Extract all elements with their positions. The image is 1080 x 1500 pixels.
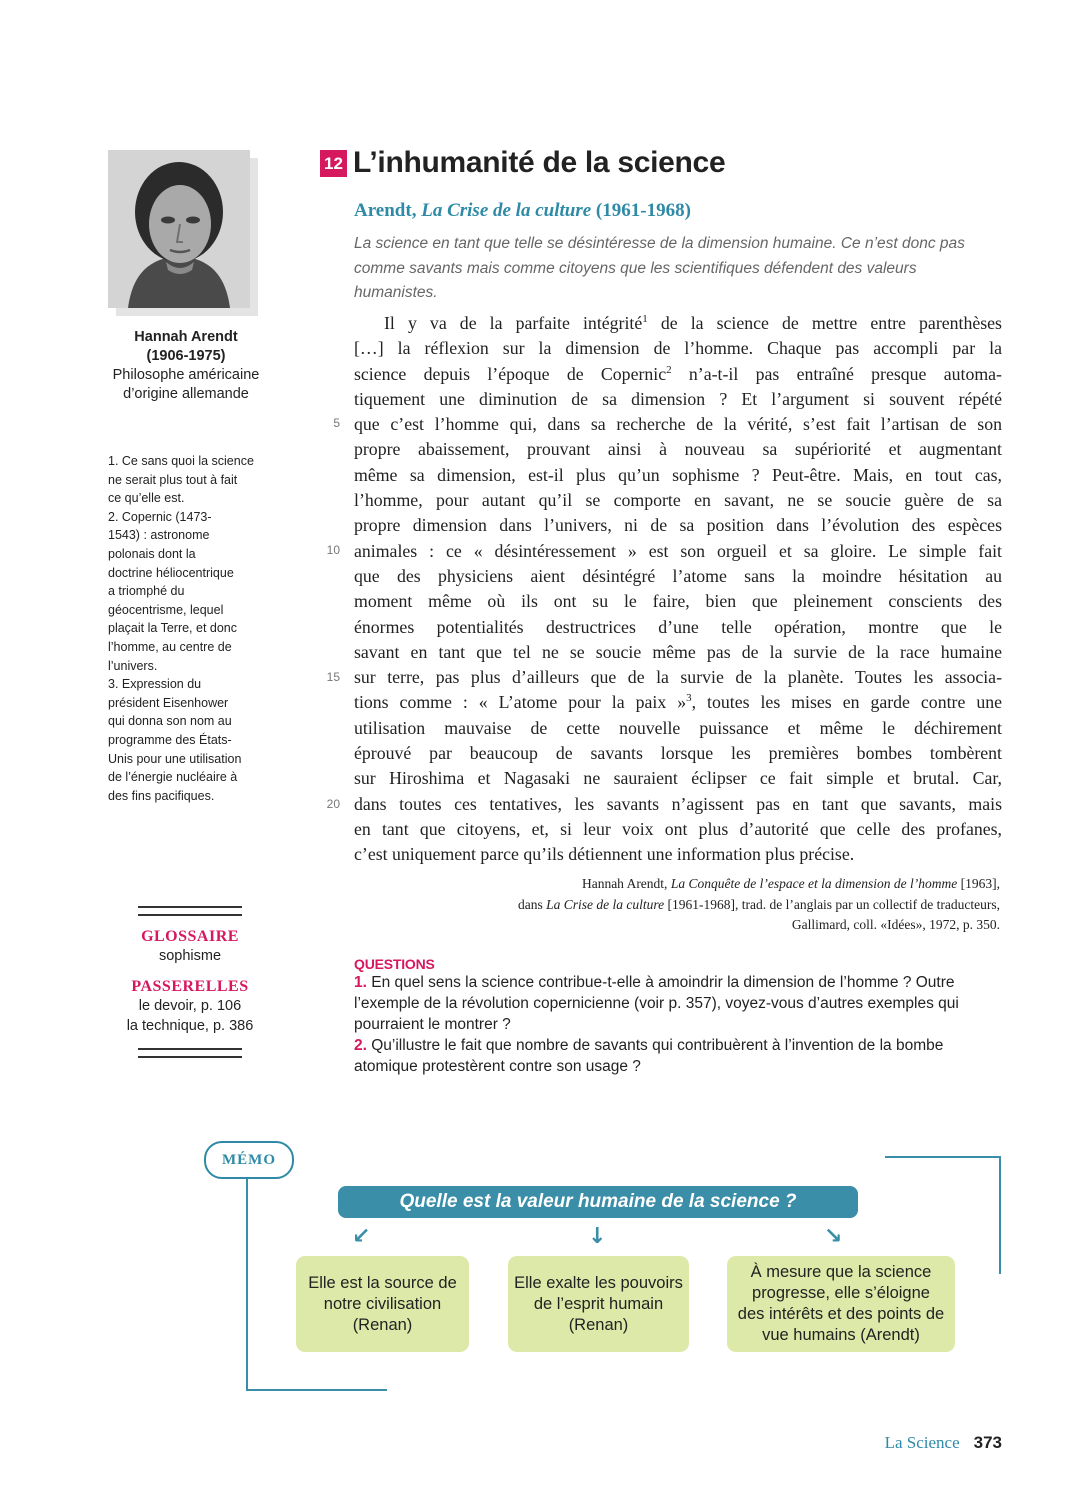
passerelle-link-technique[interactable]: la technique, p. 386 — [126, 1018, 254, 1034]
footnote-line: 2. Copernic (1473- — [108, 509, 212, 524]
footnote-line: polonais dont la — [108, 546, 196, 561]
text-line: Il y va de la parfaite intégrité$^1$ de la science de mettre entre parenthèses — [384, 313, 1002, 333]
footnote-line: doctrine héliocentrique — [108, 565, 234, 580]
text-line: tions comme : « L’atome pour la paix »$^3$, toutes les mises en garde contre une — [354, 692, 1002, 713]
footnote-line: qui donna son nom au — [108, 714, 232, 729]
question-1: 1. En quel sens la science contribue-t-elle à amoindrir la dimension de l’homme ? Outre l’exemple de la révolution copernicienne (voir p. 357), voyez-vous d’autres exemples qui pourraient le montrer ? — [354, 974, 959, 1033]
memo-label: MÉMO — [204, 1141, 294, 1179]
citation-line3: Gallimard, coll. «Idées», 1972, p. 350. — [791, 917, 1000, 932]
citation-line1: Hannah Arendt, La Conquête de l’espace et la dimension de l’homme [1963], — [581, 876, 1000, 891]
footnote-line: programme des États- — [108, 732, 232, 747]
footnote-ref[interactable]: 1 — [642, 313, 648, 326]
footnote-ref[interactable]: 3 — [686, 692, 692, 705]
arrow-down-left-icon: ↙ — [352, 1224, 371, 1249]
footnote-line: 1. Ce sans quoi la science — [108, 454, 254, 468]
footnote-line: géocentrisme, lequel — [108, 602, 224, 617]
text-line: que des physiciens aient désintégré l’atome sans la moindre hésitation au — [354, 565, 1002, 586]
footnote-line: 1543) : astronome — [108, 528, 210, 543]
author-name: Hannah Arendt — [134, 329, 238, 345]
footnote-line: 3. Expression du — [108, 677, 202, 692]
arrow-down-right-icon: ↘ — [824, 1224, 843, 1249]
author-role-line2: d’origine allemande — [123, 386, 249, 402]
summary-intro: La science en tant que telle se désintéresse de la dimension humaine. Ce n’est donc pas comme savants mais comme citoyens que les scientifiques défendent des valeurs humanistes. — [354, 235, 965, 301]
author-dates: (1906-1975) — [146, 348, 226, 364]
passerelle-link-devoir[interactable]: le devoir, p. 106 — [138, 998, 242, 1014]
citation-line2: dans La Crise de la culture [1961-1968], trad. de l’anglais par un collectif de traducteurs, — [517, 896, 1000, 912]
text-line: science depuis l’époque de Copernic$^2$ n’a-t-il pas entraîné presque automa- — [354, 363, 1002, 384]
memo-question: Quelle est la valeur humaine de la science ? — [338, 1186, 858, 1218]
passerelles-heading: PASSERELLES — [131, 978, 249, 995]
text-line: c’est uniquement parce qu’ils détiennent une information plus précise. — [354, 844, 855, 865]
text-line: utilisation mauvaise de cette nouvelle puissance et même le déchirement — [354, 717, 1002, 738]
arrow-down-icon: ↓ — [588, 1224, 607, 1249]
text-line: propre abaissement, prouvant ainsi à nouveau sa supériorité et augmentant — [354, 439, 1002, 460]
questions-heading: QUESTIONS — [354, 956, 435, 972]
footnote-line: plaçait la Terre, et donc — [108, 621, 238, 636]
text-number-badge: 12 — [320, 150, 347, 177]
footnote-line: de l’énergie nucléaire à — [108, 770, 238, 785]
text-line: animales : ce « désintéressement » est son orgueil et sa gloire. Le simple fait — [354, 540, 1002, 561]
source-work: La Crise de la culture — [421, 200, 592, 221]
memo-box-renan-source: Elle est la source de notre civilisation (Renan) — [296, 1256, 469, 1352]
text-line: sur Hiroshima et Nagasaki ne sauraient éclipser ce fait simple et brutal. Car, — [354, 768, 1002, 789]
page-footer — [885, 1433, 1002, 1453]
page-title: L’inhumanité de la science — [353, 146, 726, 179]
footnote-line: a triomphé du — [108, 584, 185, 599]
footnote-line: l’homme, au centre de — [108, 639, 232, 654]
text-line: […] la réflexion sur la dimension de l’homme. Chaque pas accompli par la — [354, 338, 1002, 359]
text-line: même sa dimension, est-il plus qu’un sophisme ? Peut-être. Mais, en tout cas, — [354, 464, 1002, 485]
memo-box-renan-esprit: Elle exalte les pouvoirs de l’esprit humain (Renan) — [508, 1256, 689, 1352]
line-number: 20 — [326, 797, 340, 811]
memo-box-arendt: À mesure que la science progresse, elle s’éloigne des intérêts et des points de vue humains (Arendt) — [727, 1256, 955, 1352]
line-number: 10 — [326, 543, 340, 557]
author-role-line1: Philosophe américaine — [112, 367, 260, 383]
text-line: propre dimension dans l’univers, ni de sa position dans l’évolution des espèces — [354, 515, 1002, 536]
footnote-line: des fins pacifiques. — [108, 788, 215, 803]
footnote-line: ce qu’elle est. — [108, 491, 185, 506]
text-line: que c’est l’homme qui, dans sa recherche de la vérité, s’est fait l’artisan de son — [354, 414, 1002, 435]
text-line: savant en tant que tel ne se soucie même pas de la survie de la race humaine — [354, 641, 1002, 662]
text-line: en tant que citoyens, et, si leur voix ont plus d’autorité que celle des profanes, — [354, 818, 1002, 839]
footer-section: La Science — [884, 1433, 960, 1452]
text-line: moment même où ils ont su le faire, bien que pleinement conscients des — [354, 591, 1002, 612]
footnote-ref[interactable]: 2 — [666, 363, 672, 376]
line-number: 15 — [326, 670, 340, 684]
glossary-heading: GLOSSAIRE — [141, 928, 239, 945]
footnote-line: Unis pour une utilisation — [108, 751, 242, 766]
question-2: 2. Qu’illustre le fait que nombre de savants qui contribuèrent à l’invention de la bombe atomique protestèrent contre son usage ? — [354, 1037, 944, 1075]
text-line: sur terre, pas plus d’ailleurs que de la survie de la planète. Toutes les associa- — [354, 667, 1002, 688]
text-line: énormes potentialités destructrices d’une telle opération, montre que le — [354, 616, 1002, 637]
footnote-line: président Eisenhower — [108, 695, 229, 710]
text-line: éprouvé par beaucoup de savants lorsque les premières bombes tombèrent — [354, 743, 1002, 764]
footnote-line: ne serait plus tout à fait — [108, 472, 238, 487]
source-author: Arendt, — [354, 200, 417, 221]
glossary-term-link[interactable]: sophisme — [158, 948, 222, 964]
text-line: tiquement une diminution de sa dimension ? Et l’argument si souvent répété — [354, 388, 1002, 409]
source-years: (1961-1968) — [595, 200, 691, 221]
footnote-line: l’univers. — [108, 658, 158, 673]
page-number: 373 — [973, 1433, 1002, 1452]
text-line: dans toutes ces tentatives, les savants n’agissent pas en tant que savants, mais — [354, 793, 1002, 814]
line-number: 5 — [333, 416, 340, 430]
text-line: l’homme, pour autant qu’il se comporte en savant, ne se soucie guère de sa — [354, 490, 1002, 511]
